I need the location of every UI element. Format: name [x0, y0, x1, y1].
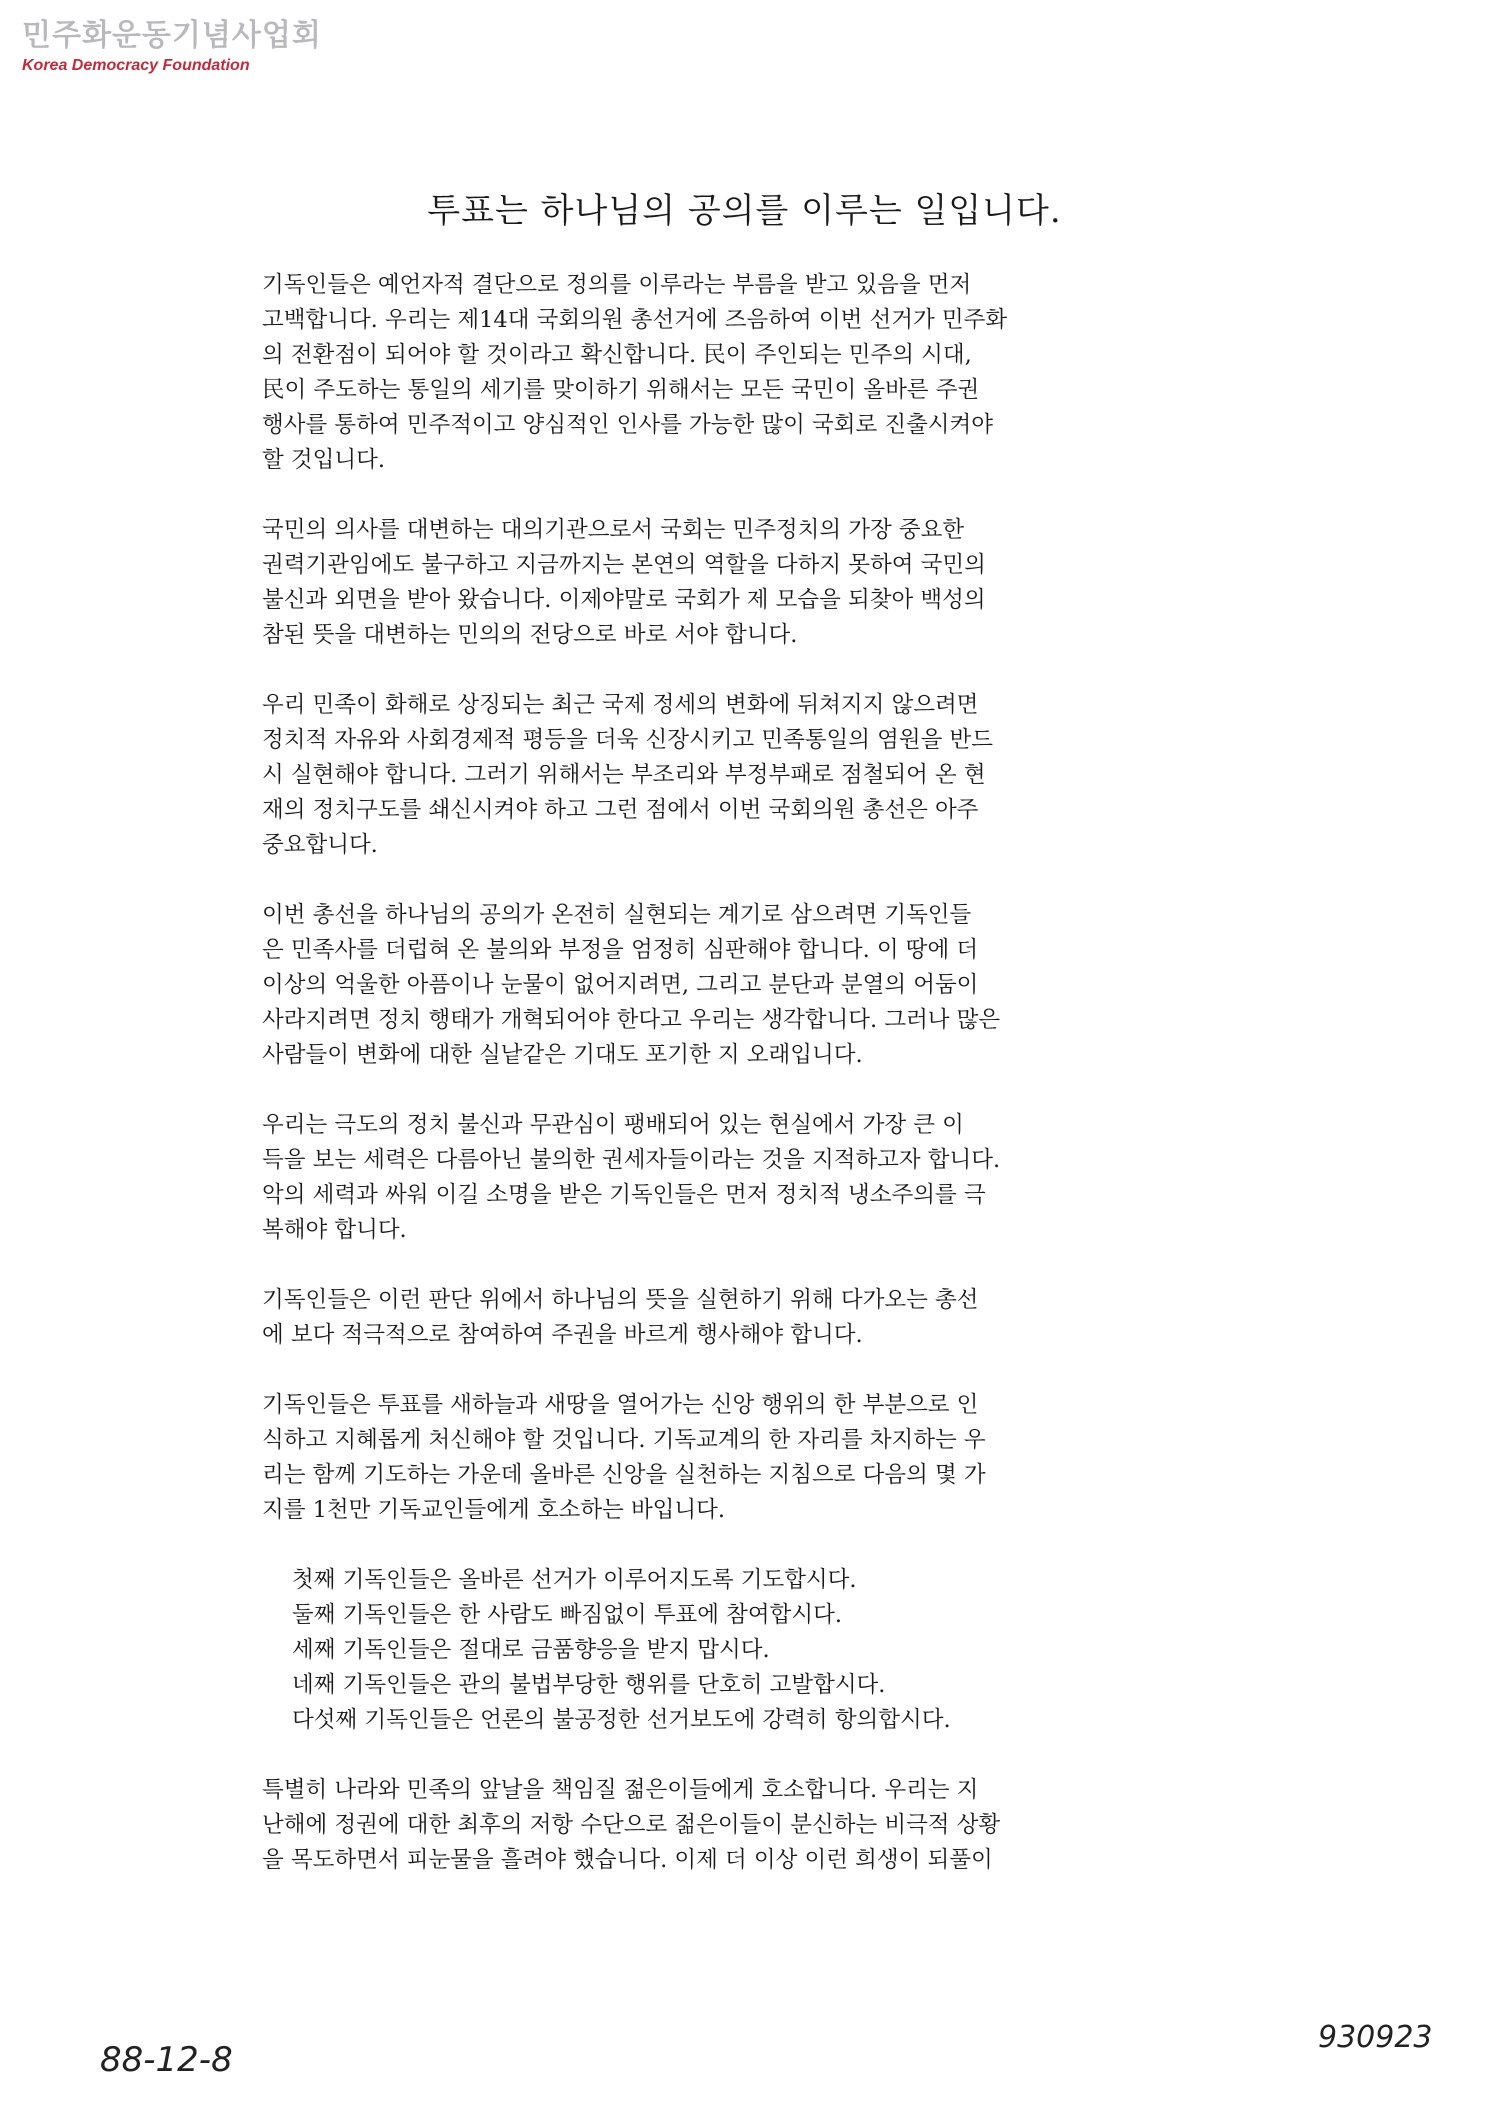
text-line: 복해야 합니다.	[262, 1217, 407, 1243]
body-paragraph	[262, 688, 1167, 863]
text-line: 우리 민족이 화해로 상징되는 최근 국제 정세의 변화에 뒤쳐지지 않으려면	[262, 692, 979, 718]
text-line: 고백합니다. 우리는 제14대 국회의원 총선거에 즈음하여 이번 선거가 민주화	[262, 307, 1008, 333]
text-line: 시 실현해야 합니다. 그러기 위해서는 부조리와 부정부패로 점철되어 온 현	[262, 762, 986, 788]
appeal-item: 세째 기독인들은 절대로 금품향응을 받지 맙시다.	[292, 1637, 770, 1663]
text-line: 정치적 자유와 사회경제적 평등을 더욱 신장시키고 민족통일의 염원을 반드	[262, 727, 994, 753]
text-line: 중요합니다.	[262, 832, 378, 858]
closing-paragraph	[262, 1773, 1167, 1878]
document-title: 투표는 하나님의 공의를 이루는 일입니다.	[427, 191, 1062, 231]
appeal-list	[292, 1563, 1167, 1738]
text-line: 참된 뜻을 대변하는 민의의 전당으로 바로 서야 합니다.	[262, 622, 798, 648]
appeal-item: 네째 기독인들은 관의 불법부당한 행위를 단호히 고발합시다.	[292, 1672, 886, 1698]
text-line: 국민의 의사를 대변하는 대의기관으로서 국회는 민주정치의 가장 중요한	[262, 517, 965, 543]
text-line: 득을 보는 세력은 다름아닌 불의한 권세자들이라는 것을 지적하고자 합니다.	[262, 1147, 1001, 1173]
text-line: 불신과 외면을 받아 왔습니다. 이제야말로 국회가 제 모습을 되찾아 백성의	[262, 587, 986, 613]
text-line: 에 보다 적극적으로 참여하여 주권을 바르게 행사해야 합니다.	[262, 1322, 863, 1348]
text-line: 의 전환점이 되어야 할 것이라고 확신합니다. 民이 주인되는 민주의 시대,	[262, 342, 972, 368]
text-line: 특별히 나라와 민족의 앞날을 책임질 젊은이들에게 호소합니다. 우리는 지	[262, 1777, 979, 1803]
text-line: 지를 1천만 기독교인들에게 호소하는 바입니다.	[262, 1497, 726, 1523]
handwritten-date: 88-12-8	[100, 2040, 233, 2080]
text-line: 리는 함께 기도하는 가운데 올바른 신앙을 실천하는 지침으로 다음의 몇 가	[262, 1462, 986, 1488]
body-paragraph	[262, 1388, 1167, 1528]
appeal-item: 첫째 기독인들은 올바른 선거가 이루어지도록 기도합시다.	[292, 1567, 857, 1593]
body-paragraph	[262, 1283, 1167, 1353]
text-line: 民이 주도하는 통일의 세기를 맞이하기 위해서는 모든 국민이 올바른 주권	[262, 377, 980, 403]
document-body	[262, 268, 1167, 1913]
body-paragraph	[262, 513, 1167, 653]
logo-korean-text: 민주화운동기념사업회	[22, 18, 322, 53]
handwritten-code: 930923	[1318, 2020, 1433, 2055]
text-line: 우리는 극도의 정치 불신과 무관심이 팽배되어 있는 현실에서 가장 큰 이	[262, 1112, 964, 1138]
appeal-item: 둘째 기독인들은 한 사람도 빠짐없이 투표에 참여합시다.	[292, 1602, 842, 1628]
body-paragraph	[262, 1108, 1167, 1248]
text-line: 이번 총선을 하나님의 공의가 온전히 실현되는 계기로 삼으려면 기독인들	[262, 902, 972, 928]
text-line: 기독인들은 예언자적 결단으로 정의를 이루라는 부름을 받고 있음을 먼저	[262, 272, 972, 298]
text-line: 권력기관임에도 불구하고 지금까지는 본연의 역할을 다하지 못하여 국민의	[262, 552, 986, 578]
body-paragraph	[262, 898, 1167, 1073]
body-paragraph	[262, 268, 1167, 478]
foundation-logo	[22, 18, 322, 76]
text-line: 이상의 억울한 아픔이나 눈물이 없어지려면, 그리고 분단과 분열의 어둠이	[262, 972, 979, 998]
text-line: 악의 세력과 싸워 이길 소명을 받은 기독인들은 먼저 정치적 냉소주의를 극	[262, 1182, 986, 1208]
text-line: 난해에 정권에 대한 최후의 저항 수단으로 젊은이들이 분신하는 비극적 상황	[262, 1812, 1001, 1838]
text-line: 사람들이 변화에 대한 실낱같은 기대도 포기한 지 오래입니다.	[262, 1042, 863, 1068]
text-line: 을 목도하면서 피눈물을 흘려야 했습니다. 이제 더 이상 이런 희생이 되풀이	[262, 1847, 993, 1873]
text-line: 기독인들은 투표를 새하늘과 새땅을 열어가는 신앙 행위의 한 부분으로 인	[262, 1392, 979, 1418]
logo-english-text: Korea Democracy Foundation	[22, 57, 250, 74]
text-line: 재의 정치구도를 쇄신시켜야 하고 그런 점에서 이번 국회의원 총선은 아주	[262, 797, 979, 823]
text-line: 기독인들은 이런 판단 위에서 하나님의 뜻을 실현하기 위해 다가오는 총선	[262, 1287, 979, 1313]
text-line: 행사를 통하여 민주적이고 양심적인 인사를 가능한 많이 국회로 진출시켜야	[262, 412, 994, 438]
text-line: 식하고 지혜롭게 처신해야 할 것입니다. 기독교계의 한 자리를 차지하는 우	[262, 1427, 986, 1453]
text-line: 할 것입니다.	[262, 447, 385, 473]
appeal-item: 다섯째 기독인들은 언론의 불공정한 선거보도에 강력히 항의합시다.	[292, 1707, 951, 1733]
text-line: 은 민족사를 더럽혀 온 불의와 부정을 엄정히 심판해야 합니다. 이 땅에 더	[262, 937, 979, 963]
text-line: 사라지려면 정치 행태가 개혁되어야 한다고 우리는 생각합니다. 그러나 많은	[262, 1007, 1001, 1033]
